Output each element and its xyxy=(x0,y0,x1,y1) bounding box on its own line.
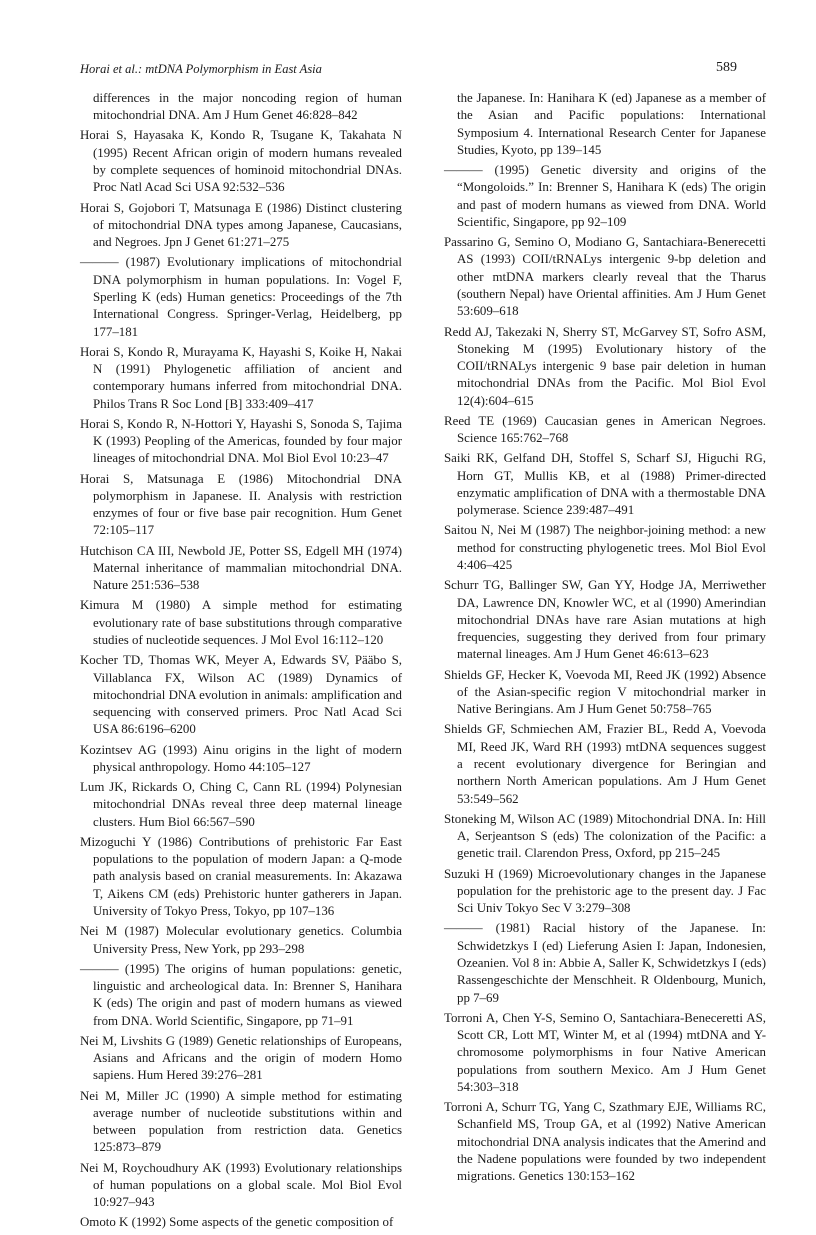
reference-entry: ——— (1981) Racial history of the Japanese. In: Schwidetzkys I (ed) Lieferung Asien I: Japan, Indonesien, Ozeanien. Vol 8 in: Abbie A, Saller K, Schwidetzkys I (eds) Rassengeschichte der Menschheit. R Oldenbourg, Munich, pp 7–69 xyxy=(444,921,766,1005)
reference-entry: Horai S, Hayasaka K, Kondo R, Tsugane K, Takahata N (1995) Recent African origin of modern humans revealed by complete sequences of hominoid mitochondrial DNAs. Proc Natl Acad Sci USA 92:532–536 xyxy=(80,128,402,195)
reference-entry: Horai S, Matsunaga E (1986) Mitochondrial DNA polymorphism in Japanese. II. Analysis with restriction enzymes of four or five base pair recognition. Hum Genet 72:105–117 xyxy=(80,471,402,538)
reference-entry: Kozintsev AG (1993) Ainu origins in the light of modern physical anthropology. Homo 44:105–127 xyxy=(80,742,402,774)
reference-continuation: differences in the major noncoding region of human mitochondrial DNA. Am J Hum Genet 46:828–842 xyxy=(93,91,402,123)
reference-entry: Kocher TD, Thomas WK, Meyer A, Edwards SV, Pääbo S, Villablanca FX, Wilson AC (1989) Dynamics of mitochondrial DNA evolution in animals: amplification and sequencing with conserved primers. Proc Natl Acad Sci USA 86:6196–6200 xyxy=(80,653,402,737)
right-reference-column xyxy=(444,90,766,1188)
reference-entry: Saitou N, Nei M (1987) The neighbor-joining method: a new method for constructing phylogenetic trees. Mol Biol Evol 4:406–425 xyxy=(444,523,766,573)
reference-entry: Shields GF, Hecker K, Voevoda MI, Reed JK (1992) Absence of the Asian-specific region V mitochondrial marker in Native Beringians. Am J Hum Genet 50:758–765 xyxy=(444,667,766,717)
running-title: Horai et al.: mtDNA Polymorphism in East Asia xyxy=(80,62,322,76)
reference-entry: Horai S, Gojobori T, Matsunaga E (1986) Distinct clustering of mitochondrial DNA types among Japanese, Caucasians, and Negroes. Jpn J Genet 61:271–275 xyxy=(80,200,402,250)
reference-entry: ——— (1987) Evolutionary implications of mitochondrial DNA polymorphism in human populations. In: Vogel F, Sperling K (eds) Human genetics: Proceedings of the 7th International Congress. Springer-Verlag, Heidelberg, pp 177–181 xyxy=(80,255,402,339)
reference-entry: Passarino G, Semino O, Modiano G, Santachiara-Benerecetti AS (1993) COII/tRNALys intergenic 9-bp deletion and other mtDNA markers clearly reveal that the Tharus (southern Nepal) have Oriental affinities. Am J Hum Genet 53:609–618 xyxy=(444,235,766,319)
reference-entry: Kimura M (1980) A simple method for estimating evolutionary rate of base substitutions through comparative studies of nucleotide sequences. J Mol Evol 16:112–120 xyxy=(80,598,402,648)
reference-entry: Reed TE (1969) Caucasian genes in American Negroes. Science 165:762–768 xyxy=(444,413,766,446)
reference-continuation: the Japanese. In: Hanihara K (ed) Japanese as a member of the Asian and Pacific populations: International Symposium 4. International Research Center for Japanese Studies, Kyoto, pp 139–145 xyxy=(457,91,766,157)
reference-entry: Suzuki H (1969) Microevolutionary changes in the Japanese population for the prehistoric age to the present day. J Fac Sci Univ Tokyo Sec V 3:279–308 xyxy=(444,866,766,916)
reference-entry: Torroni A, Chen Y-S, Semino O, Santachiara-Beneceretti AS, Scott CR, Lott MT, Winter M, et al (1994) mtDNA and Y-chromosome polymorphisms in four Native American populations from southern Mexico. Am J Hum Genet 54:303–318 xyxy=(444,1010,766,1094)
reference-entry: Horai S, Kondo R, Murayama K, Hayashi S, Koike H, Nakai N (1991) Phylogenetic affiliation of ancient and contemporary humans inferred from mitochondrial DNA. Philos Trans R Soc Lond [B] 333:409–417 xyxy=(80,344,402,411)
reference-entry: Mizoguchi Y (1986) Contributions of prehistoric Far East populations to the population of modern Japan: a Q-mode path analysis based on cranial measurements. In: Akazawa T, Aikens CM (eds) Prehistoric hunter gatherers in Japan. University of Tokyo Press, Tokyo, pp 107–136 xyxy=(80,834,402,919)
reference-entry: ——— (1995) The origins of human populations: genetic, linguistic and archeological data. In: Brenner S, Hanihara K (eds) The origin and past of modern humans as viewed from DNA. World Scientific, Singapore, pp 71–91 xyxy=(80,961,402,1028)
reference-entry: Shields GF, Schmiechen AM, Frazier BL, Redd A, Voevoda MI, Reed JK, Ward RH (1993) mtDNA sequences suggest a recent evolutionary divergence for Beringian and northern North American populations. Am J Hum Genet 53:549–562 xyxy=(444,722,766,806)
reference-entry: Nei M (1987) Molecular evolutionary genetics. Columbia University Press, New York, pp 293–298 xyxy=(80,924,402,956)
reference-entry: Nei M, Roychoudhury AK (1993) Evolutionary relationships of human populations on a global scale. Mol Biol Evol 10:927–943 xyxy=(80,1160,402,1210)
reference-entry: Stoneking M, Wilson AC (1989) Mitochondrial DNA. In: Hill A, Serjeantson S (eds) The colonization of the Pacific: a genetic trail. Clarendon Press, Oxford, pp 215–245 xyxy=(444,811,766,861)
reference-entry: ——— (1995) Genetic diversity and origins of the “Mongoloids.” In: Brenner S, Hanihara K (eds) The origin and past of modern humans as viewed from DNA. World Scientific, Singapore, pp 92–109 xyxy=(444,163,766,229)
reference-entry: Horai S, Kondo R, N-Hottori Y, Hayashi S, Sonoda S, Tajima K (1993) Peopling of the Americas, founded by four major lineages of mitochondrial DNA. Mol Biol Evol 10:23–47 xyxy=(80,416,402,466)
reference-entry: Schurr TG, Ballinger SW, Gan YY, Hodge JA, Merriwether DA, Lawrence DN, Knowler WC, et al (1990) Amerindian mitochondrial DNAs have rare Asian mutations at high frequencies, suggesting they derived from four primary maternal lineages. Am J Hum Genet 46:613–623 xyxy=(444,578,766,662)
left-reference-column xyxy=(80,90,402,1235)
reference-entry: Redd AJ, Takezaki N, Sherry ST, McGarvey ST, Sofro ASM, Stoneking M (1995) Evolutionary history of the COII/tRNALys intergenic 9 base pair deletion in human mitochondrial DNAs from the Pacific. Mol Biol Evol 12(4):604–615 xyxy=(444,324,766,408)
reference-entry: Nei M, Miller JC (1990) A simple method for estimating average number of nucleotide substitutions within and between population from restriction data. Genetics 125:873–879 xyxy=(80,1088,402,1155)
reference-entry: Nei M, Livshits G (1989) Genetic relationships of Europeans, Asians and Africans and the origin of modern Homo sapiens. Hum Hered 39:276–281 xyxy=(80,1033,402,1083)
reference-entry: Omoto K (1992) Some aspects of the genetic composition of xyxy=(80,1215,394,1230)
reference-entry: Saiki RK, Gelfand DH, Stoffel S, Scharf SJ, Higuchi RG, Horn GT, Mullis KB, et al (1988) Primer-directed enzymatic amplification of DNA with a thermostable DNA polymerase. Science 239:487–491 xyxy=(444,451,766,518)
page-number: 589 xyxy=(716,60,737,75)
reference-entry: Hutchison CA III, Newbold JE, Potter SS, Edgell MH (1974) Maternal inheritance of mammalian mitochondrial DNA. Nature 251:536–538 xyxy=(80,543,402,593)
running-header xyxy=(80,60,737,82)
reference-entry: Lum JK, Rickards O, Ching C, Cann RL (1994) Polynesian mitochondrial DNAs reveal three deep maternal lineage clusters. Hum Biol 66:567–590 xyxy=(80,780,402,829)
reference-entry: Torroni A, Schurr TG, Yang C, Szathmary EJE, Williams RC, Schanfield MS, Troup GA, et al (1992) Native American mitochondrial DNA analysis indicates that the Amerind and the Nadene populations were founded by two independent migrations. Genetics 130:153–162 xyxy=(444,1100,766,1184)
